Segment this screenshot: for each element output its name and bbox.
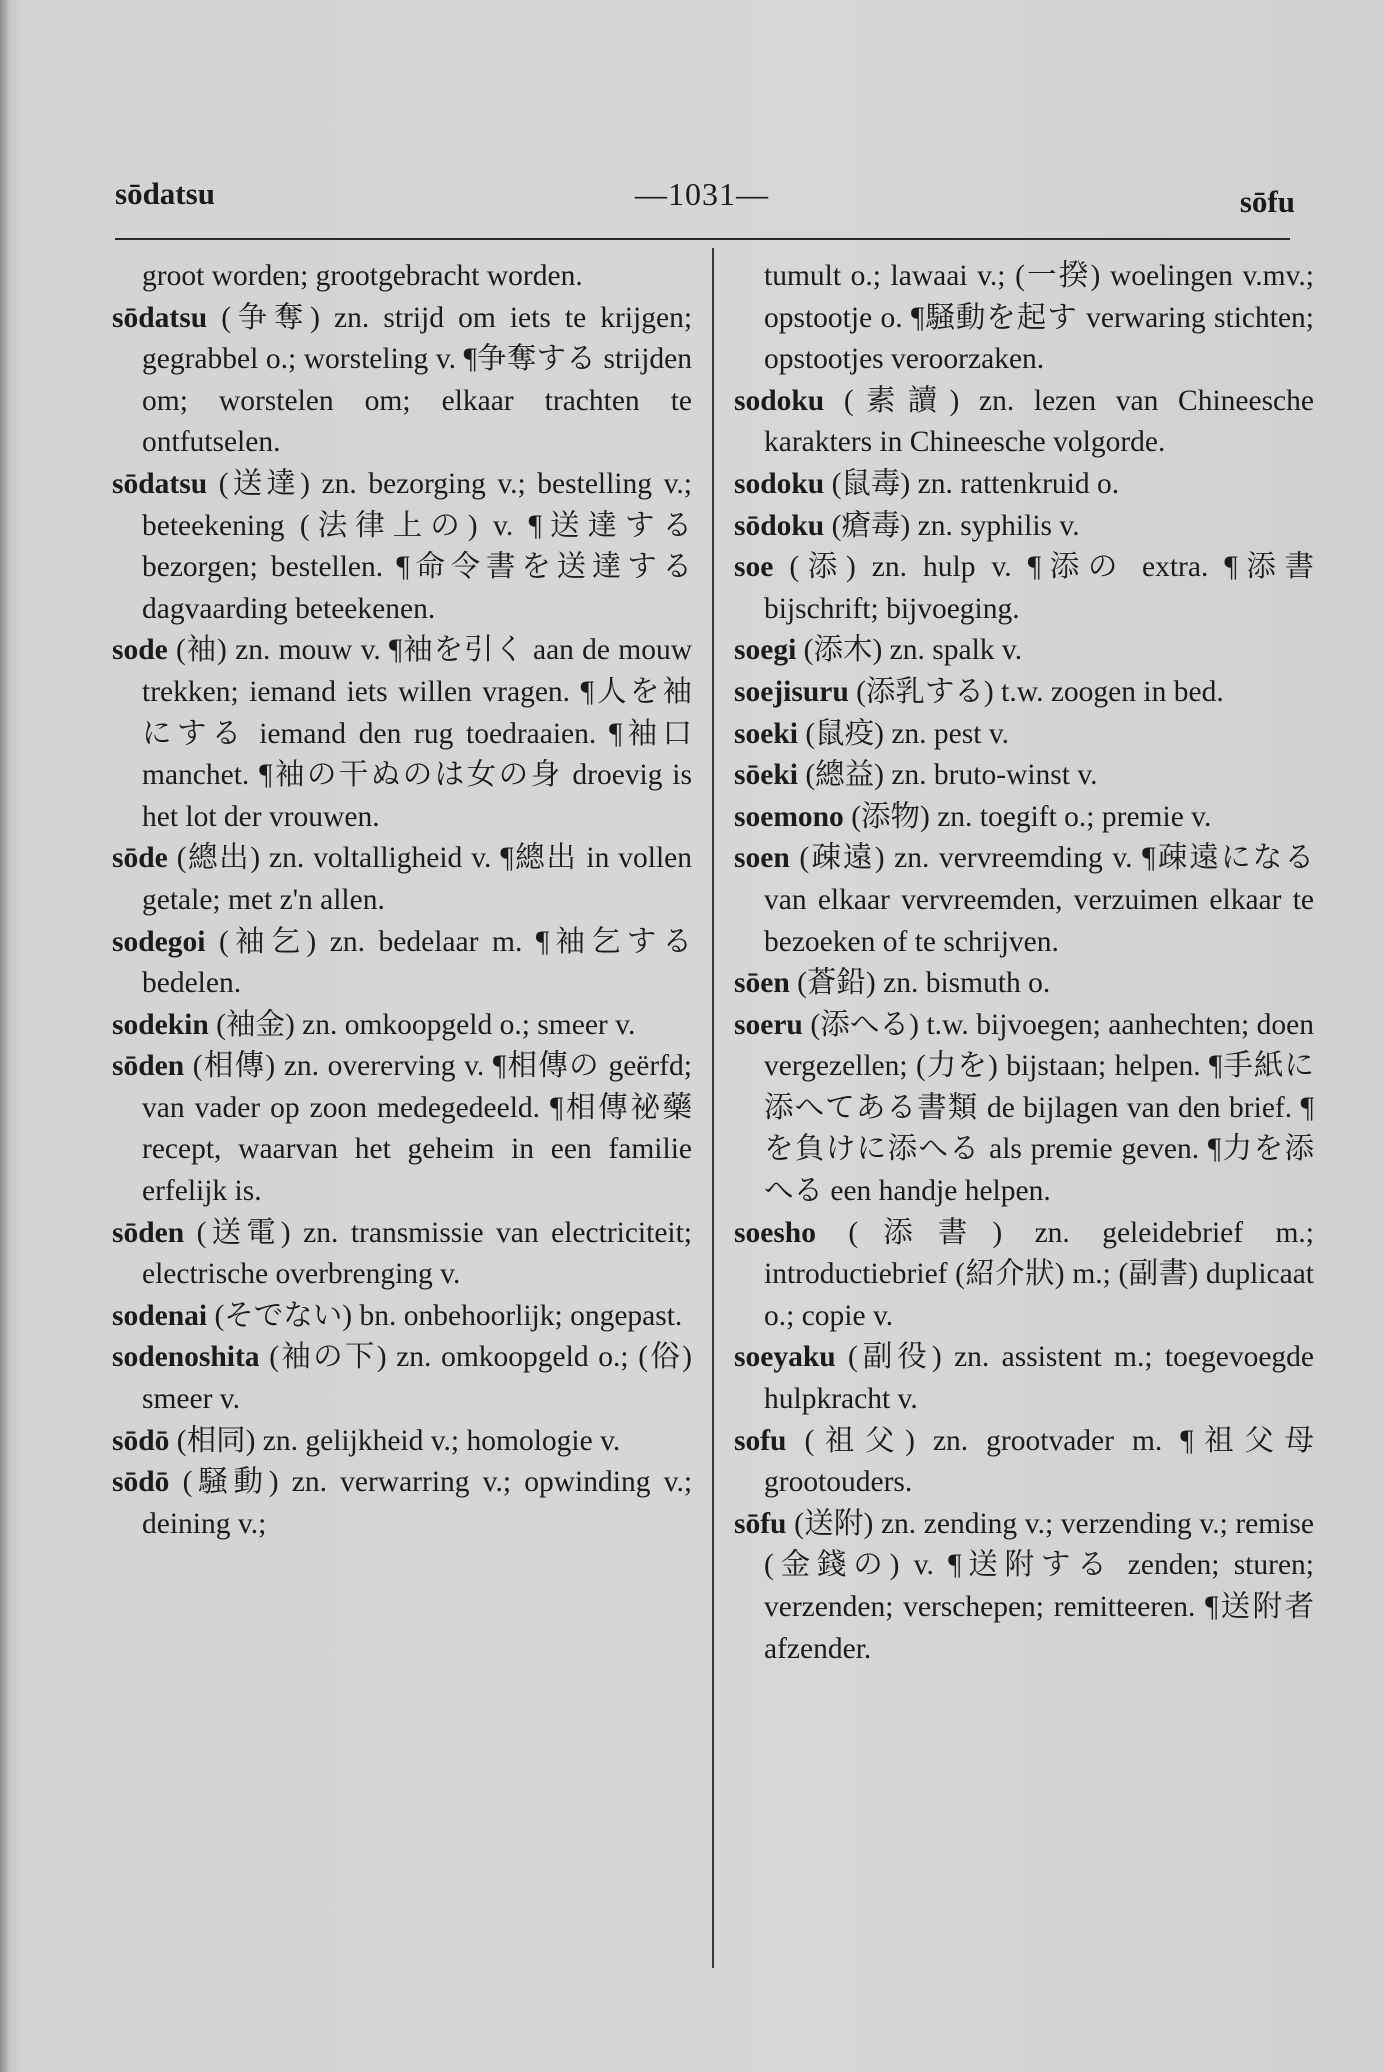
- header-right-guide-word: sōfu: [1239, 184, 1295, 219]
- entry-headword: sode: [112, 634, 168, 667]
- entry-headword: sofu: [734, 1424, 787, 1457]
- dictionary-entry: [112, 1005, 692, 1047]
- entry-headword: sōeki: [734, 759, 798, 792]
- entry-definition: (送電) zn. transmissie van electriciteit; electrische overbrenging v.: [142, 1216, 693, 1291]
- entry-definition: (相同) zn. gelijkheid v.; homologie v.: [176, 1424, 621, 1457]
- entry-headword: soejisuru: [734, 675, 849, 708]
- entry-headword: sodegoi: [112, 925, 206, 958]
- dictionary-entry: [112, 838, 692, 921]
- entry-definition: tumult o.; lawaai v.; (一揆) woelingen v.mv.; opstootje o. ¶騒動を起す verwaring stichten; opstootjes veroorzaken.: [764, 260, 1314, 376]
- entry-headword: soen: [734, 842, 790, 875]
- dictionary-entry: [734, 1421, 1314, 1504]
- entry-headword: sodenai: [112, 1299, 208, 1332]
- entry-definition: (送附) zn. zending v.; verzending v.; remise (金錢の) v. ¶送附する zenden; sturen; verzenden; verschepen; remitteeren. ¶送附者 afzender.: [764, 1507, 1314, 1665]
- entry-definition: (鼠疫) zn. pest v.: [805, 717, 1010, 750]
- entry-headword: sodoku: [734, 384, 825, 417]
- dictionary-entry: [112, 464, 692, 630]
- dictionary-entry: [734, 1005, 1314, 1213]
- dictionary-entry: [734, 963, 1314, 1005]
- entry-definition: (袖) zn. mouw v. ¶袖を引く aan de mouw trekken; iemand iets willen vragen. ¶人を袖にする iemand den rug toedraaien. ¶袖口 manchet. ¶袖の干ぬのは女の身 droevig is het lot der vrouwen.: [142, 634, 692, 833]
- entry-definition: (添木) zn. spalk v.: [803, 634, 1023, 667]
- entry-headword: sōen: [734, 967, 790, 1000]
- entry-headword: soeyaku: [734, 1341, 836, 1374]
- entry-headword: sodekin: [112, 1008, 209, 1041]
- dictionary-entry: [112, 1046, 692, 1212]
- entry-definition: (袖乞) zn. bedelaar m. ¶袖乞する bedelen.: [142, 925, 692, 1000]
- dictionary-entry: [734, 256, 1314, 381]
- running-header: [115, 176, 1295, 219]
- dictionary-entry: [734, 797, 1314, 839]
- entry-definition: (添書) zn. geleidebrief m.; introductiebrief (紹介狀) m.; (副書) duplicaat o.; copie v.: [764, 1216, 1314, 1332]
- dictionary-entry: [112, 1462, 692, 1545]
- dictionary-entry: [112, 1296, 692, 1338]
- entry-definition: (添乳する) t.w. zoogen in bed.: [856, 675, 1224, 708]
- entry-definition: (總益) zn. bruto-winst v.: [805, 759, 1098, 792]
- entry-definition: (祖父) zn. grootvader m. ¶祖父母 grootouders.: [764, 1424, 1314, 1499]
- dictionary-entry: [112, 1213, 692, 1296]
- entry-definition: (騒動) zn. verwarring v.; opwinding v.; deining v.;: [142, 1466, 693, 1540]
- entry-headword: soeki: [734, 717, 798, 750]
- dictionary-entry: [734, 506, 1314, 548]
- entry-definition: (袖金) zn. omkoopgeld o.; smeer v.: [216, 1008, 636, 1041]
- entry-headword: sōdoku: [734, 509, 825, 542]
- entry-definition: (相傳) zn. overerving v. ¶相傳の geërfd; van vader op zoon medegedeeld. ¶相傳祕藥 recept, waarvan het geheim in een familie erfelijk is.: [142, 1050, 692, 1208]
- entry-headword: sōdō: [112, 1466, 170, 1499]
- entry-headword: soegi: [734, 634, 797, 667]
- entry-headword: sodoku: [734, 467, 825, 500]
- dictionary-entry: [112, 922, 692, 1005]
- dictionary-entry: [734, 714, 1314, 756]
- entry-headword: soemono: [734, 800, 844, 833]
- dictionary-entry: [734, 838, 1314, 963]
- entry-headword: sōfu: [734, 1507, 787, 1540]
- entry-definition: (袖の下) zn. omkoopgeld o.; (俗) smeer v.: [142, 1341, 692, 1416]
- entry-definition: (送達) zn. bezorging v.; bestelling v.; beteekening (法律上の) v. ¶送達する bezorgen; bestellen. ¶命令書を送達する dagvaarding beteekenen.: [142, 467, 692, 625]
- dictionary-entry: [112, 256, 692, 298]
- header-left-guide-word: sōdatsu: [115, 176, 215, 211]
- dictionary-entry: [734, 672, 1314, 714]
- dictionary-entry: [112, 1421, 692, 1463]
- entry-headword: sōdō: [112, 1424, 170, 1457]
- entry-definition: (副役) zn. assistent m.; toegevoegde hulpkracht v.: [764, 1341, 1315, 1416]
- dictionary-entry: [734, 1213, 1314, 1338]
- dictionary-entry: [734, 755, 1314, 797]
- entry-headword: soesho: [734, 1216, 816, 1249]
- entry-headword: sōde: [112, 842, 168, 875]
- dictionary-entry: [112, 298, 692, 464]
- dictionary-entry: [112, 1337, 692, 1420]
- dictionary-entry: [734, 464, 1314, 506]
- entry-headword: soe: [734, 551, 774, 584]
- header-rule: [115, 238, 1290, 240]
- dictionary-entry: [734, 1337, 1314, 1420]
- entry-headword: sōden: [112, 1050, 185, 1083]
- entry-headword: sōdatsu: [112, 467, 208, 500]
- entry-definition: (争奪) zn. strijd om iets te krijgen; gegrabbel o.; worsteling v. ¶争奪する strijden om; worstelen om; elkaar trachten te ontfutselen.: [142, 301, 693, 459]
- entry-definition: (添物) zn. toegift o.; premie v.: [851, 800, 1212, 833]
- entry-definition: (添へる) t.w. bijvoegen; aanhechten; doen vergezellen; (力を) bijstaan; helpen. ¶手紙に添へてある書類 de bijlagen van den brief. ¶を負けに添へる als premie geven. ¶力を添へる een handje helpen.: [764, 1008, 1314, 1208]
- page-number: —1031—: [635, 176, 769, 212]
- entry-definition: (蒼鉛) zn. bismuth o.: [797, 967, 1051, 1000]
- entry-definition: (疎遠) zn. vervreemding v. ¶疎遠になる van elkaar vervreemden, verzuimen elkaar te bezoeken of te schrijven.: [764, 842, 1314, 958]
- right-column: [734, 256, 1314, 1670]
- dictionary-entry: [112, 630, 692, 838]
- entry-headword: sōdatsu: [112, 301, 208, 334]
- entry-definition: groot worden; grootgebracht worden.: [142, 260, 583, 292]
- dictionary-entry: [734, 547, 1314, 630]
- left-column: [112, 256, 692, 1545]
- entry-definition: (素讀) zn. lezen van Chineesche karakters in Chineesche volgorde.: [764, 384, 1314, 459]
- column-divider: [712, 248, 714, 1968]
- entry-headword: sōden: [112, 1216, 185, 1249]
- entry-definition: (鼠毒) zn. rattenkruid o.: [831, 467, 1120, 500]
- entry-headword: sodenoshita: [112, 1341, 260, 1374]
- entry-definition: (そでない) bn. onbehoorlijk; ongepast.: [214, 1299, 683, 1332]
- dictionary-entry: [734, 1504, 1314, 1670]
- entry-definition: (添) zn. hulp v. ¶添の extra. ¶添書 bijschrift; bijvoeging.: [764, 551, 1314, 625]
- entry-definition: (瘡毒) zn. syphilis v.: [831, 509, 1080, 542]
- entry-headword: soeru: [734, 1008, 803, 1041]
- entry-definition: (總出) zn. voltalligheid v. ¶總出 in vollen getale; met z'n allen.: [142, 842, 692, 916]
- dictionary-entry: [734, 381, 1314, 464]
- dictionary-entry: [734, 630, 1314, 672]
